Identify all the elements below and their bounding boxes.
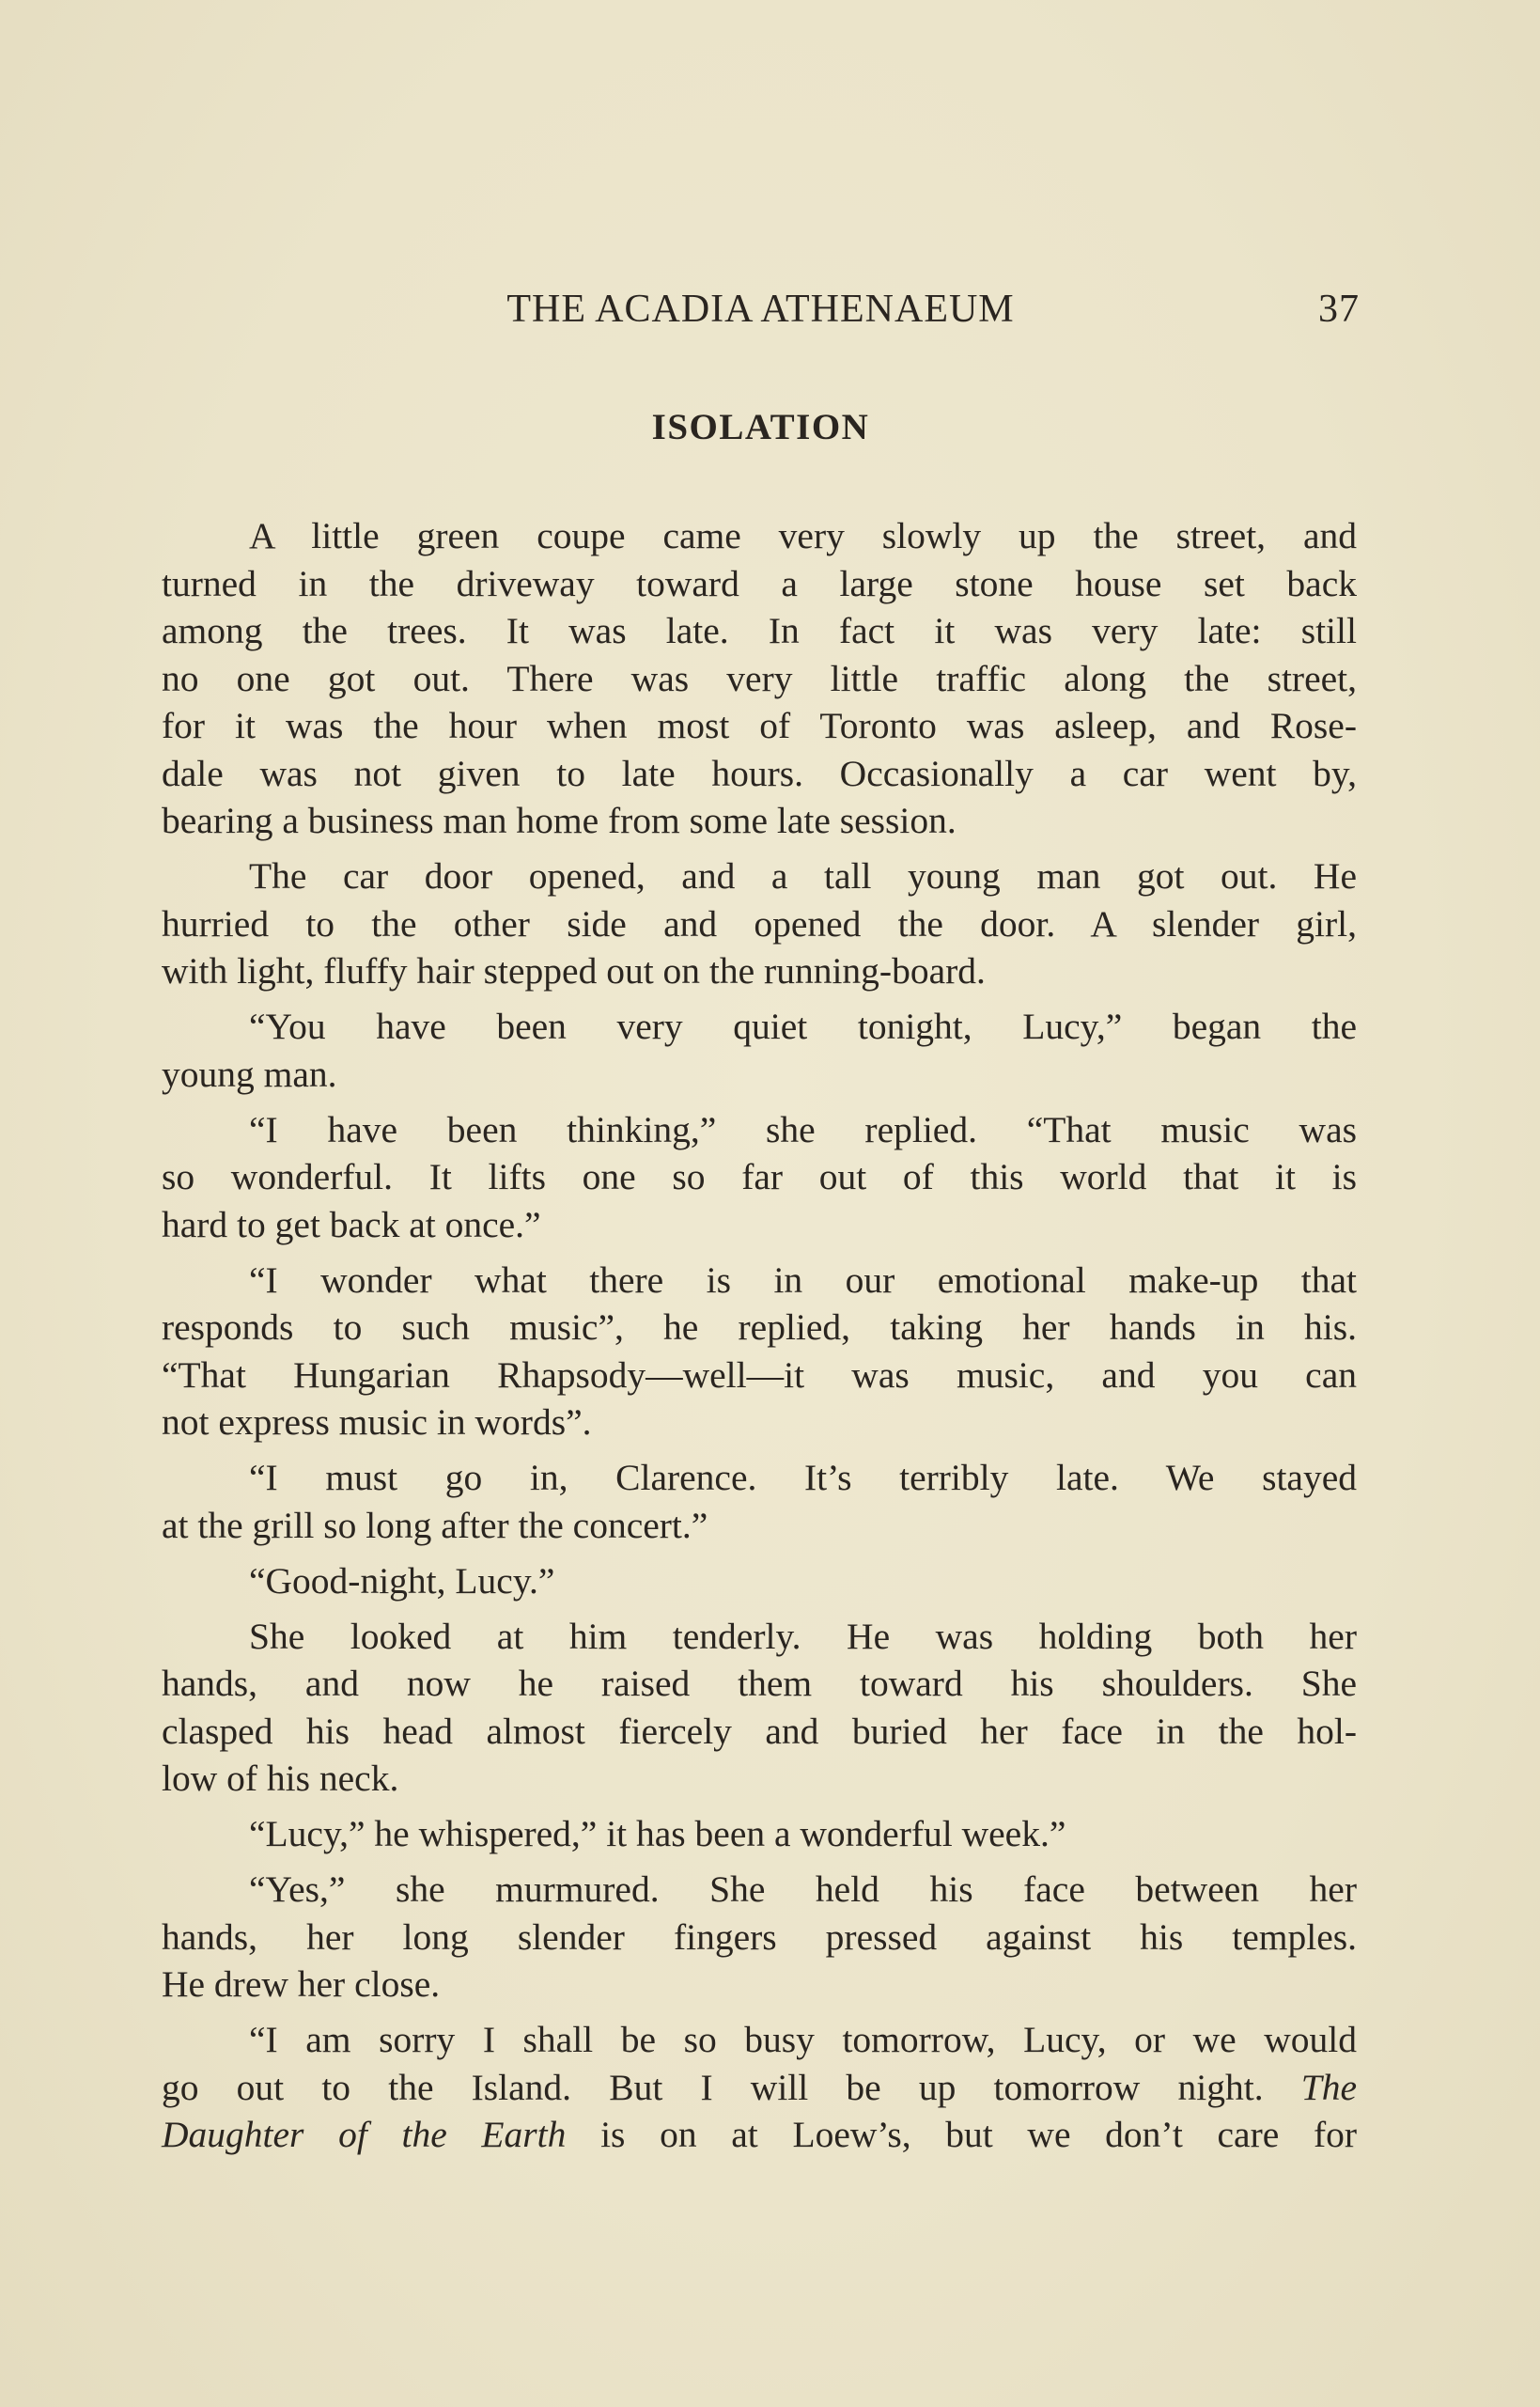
text-line: “Yes,” she murmured. She held his face between her: [249, 1868, 1357, 1910]
paragraph: [162, 1454, 1357, 1549]
text-line: responds to such music”, he replied, taking her hands in his.: [162, 1306, 1357, 1348]
paragraph: [162, 512, 1357, 845]
article-title: ISOLATION: [651, 407, 870, 447]
text-line: low of his neck.: [162, 1758, 399, 1799]
paragraph: [162, 2016, 1357, 2159]
paragraph: [162, 1003, 1357, 1098]
paragraph: [162, 1613, 1357, 1803]
text-line: for it was the hour when most of Toronto was asleep, and Rose-: [162, 705, 1357, 746]
text-line: at the grill so long after the concert.”: [162, 1504, 708, 1546]
text-line: among the trees. It was late. In fact it was very late: still: [162, 610, 1357, 651]
text-line: [162, 2111, 1357, 2159]
text-line: with light, fluffy hair stepped out on the running-board.: [162, 950, 986, 992]
text-line: [162, 2064, 1357, 2112]
text-line: “I have been thinking,” she replied. “That music was: [249, 1108, 1357, 1150]
page-number: 37: [1318, 288, 1360, 331]
paragraph: [162, 1810, 1357, 1858]
paragraph: [162, 852, 1357, 995]
text-line: hands, and now he raised them toward his shoulders. She: [162, 1663, 1357, 1704]
text-line: bearing a business man home from some late session.: [162, 800, 957, 841]
text-line: so wonderful. It lifts one so far out of this world that it is: [162, 1156, 1357, 1197]
text-line: A little green coupe came very slowly up the street, and: [249, 515, 1357, 556]
paragraph: [162, 1866, 1357, 2008]
text-line: “Lucy,” he whispered,” it has been a wonderful week.”: [249, 1813, 1066, 1854]
text-line: hands, her long slender fingers pressed against his temples.: [162, 1915, 1357, 1958]
text-line: He drew her close.: [162, 1963, 441, 2005]
text-line: dale was not given to late hours. Occasionally a car went by,: [162, 752, 1357, 794]
text-line: not express music in words”.: [162, 1401, 592, 1443]
text-line: hurried to the other side and opened the door. A slender girl,: [162, 902, 1357, 945]
text-line: young man.: [162, 1053, 337, 1095]
paragraph: [162, 1557, 1357, 1605]
text-line: “I wonder what there is in our emotional make-up that: [249, 1258, 1357, 1301]
text-line: “You have been very quiet tonight, Lucy,” began the: [249, 1006, 1357, 1047]
italic-title-fragment: Daughter of the Earth: [162, 2114, 567, 2155]
text-line: “I am sorry I shall be so busy tomorrow, Lucy, or we would: [249, 2019, 1357, 2060]
text-line-segment: is on at Loew’s, but we don’t care for: [566, 2114, 1357, 2155]
text-line: turned in the driveway toward a large stone house set back: [162, 562, 1357, 604]
text-line-segment: go out to the Island. But I will be up tomorrow night.: [162, 2066, 1264, 2108]
paragraph: [162, 1106, 1357, 1249]
italic-title-fragment: The: [1300, 2066, 1357, 2108]
text-line: She looked at him tenderly. He was holding both her: [249, 1615, 1357, 1657]
text-line: “That Hungarian Rhapsody—well—it was music, and you can: [162, 1353, 1357, 1396]
text-line: “I must go in, Clarence. It’s terribly late. We stayed: [249, 1457, 1357, 1498]
text-line: “Good-night, Lucy.”: [249, 1559, 555, 1602]
running-head-title: THE ACADIA ATHENAEUM: [506, 288, 1015, 331]
text-line: no one got out. There was very little traffic along the street,: [162, 657, 1357, 699]
running-head: [162, 287, 1360, 343]
article-body: [162, 512, 1357, 2166]
text-line: hard to get back at once.”: [162, 1203, 541, 1245]
text-line: The car door opened, and a tall young man got out. He: [249, 855, 1357, 897]
paragraph: [162, 1257, 1357, 1446]
text-line: clasped his head almost fiercely and buried her face in the hol-: [162, 1710, 1357, 1752]
